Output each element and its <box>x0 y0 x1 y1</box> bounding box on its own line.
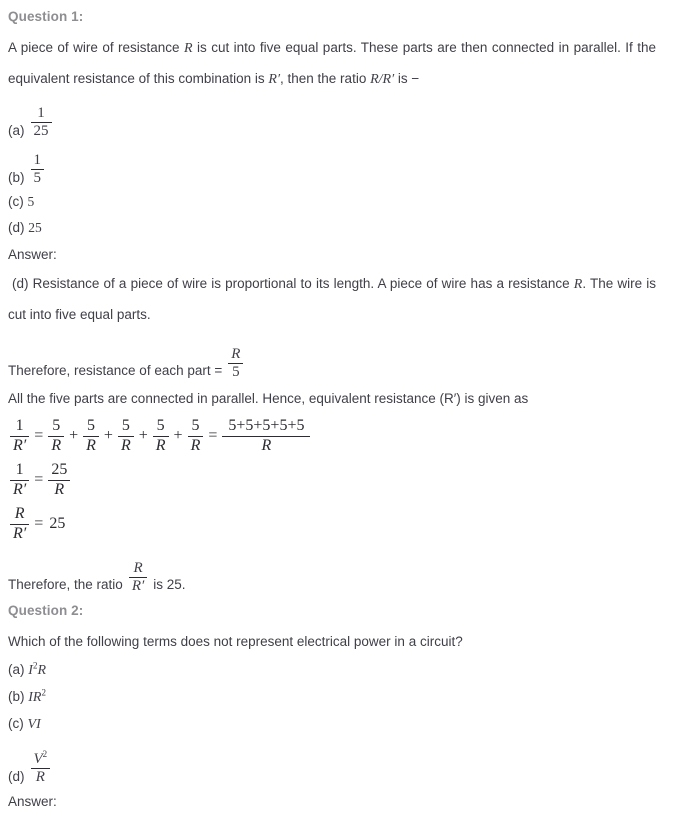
q2-option-d-fraction <box>31 748 51 789</box>
eq1-term-1 <box>48 418 64 455</box>
q2-option-d-numerator <box>31 748 51 770</box>
q2-option-a-base: I <box>28 663 33 678</box>
q1-option-b-numerator: 1 <box>31 153 45 171</box>
q2-option-b[interactable] <box>8 684 656 711</box>
q1-option-a-fraction <box>31 106 52 143</box>
q1-conclusion-line <box>8 546 656 598</box>
question-2-stem: Which of the following terms does not represent electrical power in a circuit? <box>8 634 463 649</box>
q1-equation-2 <box>8 458 656 502</box>
eq1-term-5-denominator: R <box>190 436 201 454</box>
q1-each-part-line <box>8 330 656 384</box>
eq1-term-3 <box>118 418 134 455</box>
eq1-term-3-denominator: R <box>120 436 131 454</box>
eq1-lhs-fraction <box>10 418 29 455</box>
q1-stem-text-4: is − <box>394 71 420 86</box>
q2-option-c-value: VI <box>27 717 41 732</box>
q1-equation-3 <box>8 502 656 546</box>
eq1-term-5-numerator: 5 <box>188 418 204 437</box>
eq1-plus-1: + <box>69 427 79 444</box>
q1-option-b-denominator: 5 <box>33 170 41 187</box>
q1-option-d-value: 25 <box>28 220 42 235</box>
q1-option-a-denominator: 25 <box>33 123 49 140</box>
q1-conclusion-text-pre: Therefore, the ratio <box>8 577 123 592</box>
q1-stem-ratio: R/R′ <box>370 72 395 87</box>
eq3-lhs-denominator: R′ <box>13 524 27 542</box>
eq3-lhs-numerator: R <box>10 506 29 525</box>
q2-option-b-exponent: 2 <box>41 687 46 698</box>
q1-conclusion-numerator: R <box>129 561 147 579</box>
eq1-term-2-numerator: 5 <box>83 418 99 437</box>
q1-parallel-text: All the five parts are connected in parallel. Hence, equivalent resistance (R′) is given as <box>8 391 529 406</box>
q1-option-b[interactable] <box>8 142 656 189</box>
q2-answer-label: Answer: <box>8 794 57 809</box>
eq2-rhs-denominator: R <box>54 480 65 498</box>
q1-answer-label: Answer: <box>8 247 57 262</box>
eq2-equals: = <box>34 471 44 488</box>
q2-option-d-denominator: R <box>35 769 45 786</box>
q1-stem-symbol-R: R <box>184 41 193 56</box>
eq3-lhs-fraction <box>10 506 29 543</box>
eq2-rhs-numerator: 25 <box>48 462 70 481</box>
q1-each-part-denominator: 5 <box>232 364 240 381</box>
q1-option-d-label: (d) <box>8 220 25 235</box>
q1-each-part-text: Therefore, resistance of each part = <box>8 363 223 378</box>
q1-option-c-label: (c) <box>8 194 24 209</box>
q1-explanation-text-1: (d) Resistance of a piece of wire is proportional to its length. A piece of wire has a resistance <box>12 276 574 291</box>
q1-explanation-text-2: . The wire is cut into five equal parts. <box>8 276 656 322</box>
q1-stem-text-3: , then the ratio <box>280 71 371 86</box>
eq1-plus-3: + <box>138 427 148 444</box>
q2-option-d-numerator-exponent: 2 <box>42 748 48 759</box>
eq1-term-2 <box>83 418 99 455</box>
q2-option-b-label: (b) <box>8 689 25 704</box>
eq3-equals: = <box>34 515 44 532</box>
eq1-rhs-fraction <box>222 418 310 455</box>
q2-option-a-exponent: 2 <box>32 660 38 671</box>
eq2-lhs-fraction <box>10 462 29 499</box>
eq2-lhs-denominator: R′ <box>13 480 27 498</box>
eq2-rhs-fraction <box>48 462 70 499</box>
eq1-plus-2: + <box>103 427 113 444</box>
eq1-term-1-numerator: 5 <box>48 418 64 437</box>
q1-stem-text-1: A piece of wire of resistance <box>8 40 185 55</box>
q1-conclusion-fraction <box>129 561 147 599</box>
q1-conclusion-denominator: R′ <box>131 578 145 595</box>
q2-option-c-label: (c) <box>8 716 24 731</box>
eq3-rhs-value: 25 <box>49 515 66 532</box>
eq1-equals-2: = <box>208 427 218 444</box>
q1-option-b-fraction <box>31 153 45 190</box>
q1-explanation-symbol-R: R <box>573 277 583 292</box>
q1-option-b-label: (b) <box>8 170 25 185</box>
q2-option-a[interactable] <box>8 657 656 684</box>
eq1-term-2-denominator: R <box>86 436 96 454</box>
eq1-plus-4: + <box>173 427 183 444</box>
eq1-term-4 <box>153 418 169 455</box>
question-2-heading: Question 2: <box>8 603 84 618</box>
eq1-term-1-denominator: R <box>51 436 62 454</box>
q1-each-part-numerator: R <box>228 347 243 365</box>
q1-option-a[interactable] <box>8 95 656 142</box>
q1-stem-text-2: is cut into five equal parts. These parts are then connected in parallel. If the equivalent resistance of this combination is <box>8 40 657 86</box>
q1-option-d[interactable] <box>8 215 656 241</box>
eq1-lhs-numerator: 1 <box>10 418 29 437</box>
eq1-term-5 <box>188 418 204 455</box>
question-1-stem <box>8 33 656 95</box>
q2-option-a-label: (a) <box>8 662 25 677</box>
eq2-lhs-numerator: 1 <box>10 462 29 481</box>
eq1-term-4-numerator: 5 <box>153 418 169 437</box>
q2-option-a-suffix: R <box>37 663 46 678</box>
q1-stem-symbol-Rprime: R′ <box>268 72 281 87</box>
q2-option-d[interactable] <box>8 738 656 788</box>
q1-explanation-paragraph <box>8 269 656 330</box>
eq1-rhs-numerator: 5+5+5+5+5 <box>222 418 310 437</box>
q1-equation-1 <box>8 414 656 458</box>
eq1-rhs-denominator: R <box>261 436 272 454</box>
q2-option-d-numerator-base: V <box>33 750 43 767</box>
eq1-term-3-numerator: 5 <box>118 418 134 437</box>
question-1-heading: Question 1: <box>8 9 84 24</box>
q1-option-a-numerator: 1 <box>31 106 52 124</box>
q1-option-a-label: (a) <box>8 123 25 138</box>
q1-option-c[interactable] <box>8 189 656 215</box>
q1-conclusion-text-post: is 25. <box>153 577 186 592</box>
eq1-lhs-denominator: R′ <box>13 436 27 454</box>
q2-option-b-base: IR <box>28 690 42 705</box>
eq1-term-4-denominator: R <box>155 436 166 454</box>
q2-option-d-label: (d) <box>8 769 25 784</box>
q1-option-c-value: 5 <box>27 194 35 209</box>
eq1-equals-1: = <box>34 427 44 444</box>
q2-option-c[interactable] <box>8 711 656 738</box>
q1-each-part-fraction <box>228 347 243 385</box>
